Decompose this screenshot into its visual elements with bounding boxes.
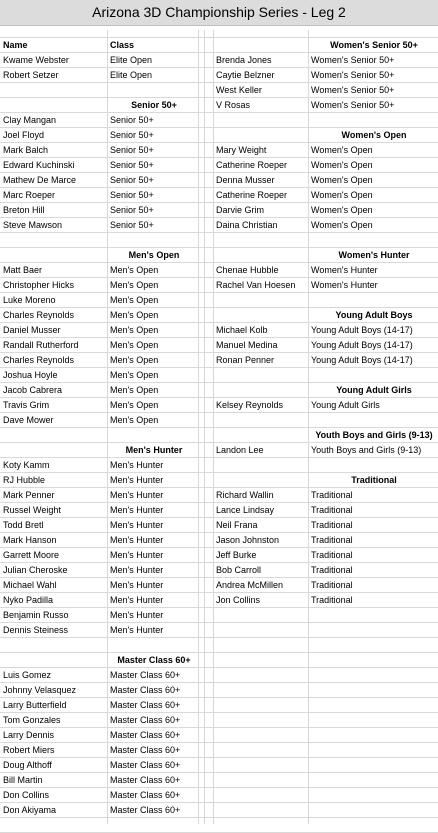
- participant-name: Julian Cheroske: [3, 565, 68, 575]
- participant-name: Robert Setzer: [3, 70, 59, 80]
- participant-name: Caytie Belzner: [216, 70, 275, 80]
- participant-name: Larry Dennis: [3, 730, 55, 740]
- participant-name: Richard Wallin: [216, 490, 274, 500]
- participant-name: RJ Hubble: [3, 475, 46, 485]
- participant-name: Edward Kuchinski: [3, 160, 75, 170]
- participant-class: Women's Senior 50+: [311, 85, 395, 95]
- participant-name: Dennis Steiness: [3, 625, 69, 635]
- participant-class: Master Class 60+: [110, 745, 181, 755]
- section-heading: Youth Boys and Girls (9-13): [315, 430, 433, 440]
- participant-name: Darvie Grim: [216, 205, 265, 215]
- participant-class: Men's Open: [110, 340, 159, 350]
- participant-class: Men's Open: [110, 265, 159, 275]
- participant-class: Elite Open: [110, 70, 153, 80]
- participant-name: Chenae Hubble: [216, 265, 279, 275]
- participant-class: Men's Open: [110, 385, 159, 395]
- participant-class: Women's Senior 50+: [311, 100, 395, 110]
- participant-name: Travis Grim: [3, 400, 50, 410]
- participant-class: Senior 50+: [110, 160, 154, 170]
- participant-name: Jon Collins: [216, 595, 261, 605]
- section-heading: Women's Hunter: [338, 250, 410, 260]
- header-name: Name: [3, 40, 28, 50]
- participant-name: Jacob Cabrera: [3, 385, 63, 395]
- participant-class: Men's Hunter: [110, 460, 164, 470]
- participant-class: Master Class 60+: [110, 670, 181, 680]
- participant-class: Traditional: [311, 490, 353, 500]
- participant-name: Nyko Padilla: [3, 595, 54, 605]
- participant-class: Women's Senior 50+: [311, 70, 395, 80]
- participant-class: Men's Hunter: [110, 565, 164, 575]
- participant-class: Men's Open: [110, 370, 159, 380]
- participant-class: Women's Open: [311, 145, 373, 155]
- participant-class: Women's Open: [311, 205, 373, 215]
- participant-class: Senior 50+: [110, 190, 154, 200]
- participant-class: Men's Open: [110, 310, 159, 320]
- participant-class: Master Class 60+: [110, 730, 181, 740]
- participant-name: Brenda Jones: [216, 55, 272, 65]
- participant-class: Senior 50+: [110, 175, 154, 185]
- participant-class: Master Class 60+: [110, 775, 181, 785]
- participant-class: Men's Open: [110, 325, 159, 335]
- participant-class: Traditional: [311, 580, 353, 590]
- participant-class: Senior 50+: [110, 220, 154, 230]
- participant-class: Men's Hunter: [110, 610, 164, 620]
- participant-name: Matt Baer: [3, 265, 43, 275]
- participant-name: Catherine Roeper: [216, 160, 288, 170]
- participant-name: West Keller: [216, 85, 262, 95]
- participant-name: Steve Mawson: [3, 220, 63, 230]
- participant-name: Don Akiyama: [3, 805, 57, 815]
- participant-name: Manuel Medina: [216, 340, 278, 350]
- participant-name: Jeff Burke: [216, 550, 257, 560]
- participant-name: Johnny Velasquez: [3, 685, 77, 695]
- participant-name: Joel Floyd: [3, 130, 45, 140]
- participant-name: Kwame Webster: [3, 55, 69, 65]
- participant-class: Master Class 60+: [110, 805, 181, 815]
- participant-class: Master Class 60+: [110, 700, 181, 710]
- participant-name: Michael Kolb: [216, 325, 268, 335]
- participant-class: Traditional: [311, 565, 353, 575]
- participant-name: Daniel Musser: [3, 325, 61, 335]
- participant-name: Mark Penner: [3, 490, 55, 500]
- participant-class: Men's Open: [110, 295, 159, 305]
- participant-class: Traditional: [311, 520, 353, 530]
- participant-name: Don Collins: [3, 790, 50, 800]
- participant-name: Charles Reynolds: [3, 310, 75, 320]
- column-gridline: [204, 30, 205, 824]
- participant-name: V Rosas: [216, 100, 251, 110]
- participant-class: Men's Hunter: [110, 490, 164, 500]
- sheet-title: Arizona 3D Championship Series - Leg 2: [0, 0, 438, 26]
- participant-name: Daina Christian: [216, 220, 278, 230]
- participant-name: Breton Hill: [3, 205, 45, 215]
- participant-class: Men's Hunter: [110, 535, 164, 545]
- participant-name: Luke Moreno: [3, 295, 56, 305]
- section-heading: Young Adult Girls: [336, 385, 412, 395]
- participant-name: Mathew De Marce: [3, 175, 77, 185]
- participant-name: Christopher Hicks: [3, 280, 75, 290]
- participant-class: Senior 50+: [110, 130, 154, 140]
- row-gridline: [0, 652, 438, 653]
- participant-class: Men's Hunter: [110, 520, 164, 530]
- participant-name: Garrett Moore: [3, 550, 60, 560]
- participant-name: Koty Kamm: [3, 460, 50, 470]
- participant-class: Men's Hunter: [110, 505, 164, 515]
- participant-class: Traditional: [311, 550, 353, 560]
- participant-class: Women's Open: [311, 220, 373, 230]
- participant-class: Men's Open: [110, 355, 159, 365]
- participant-name: Clay Mangan: [3, 115, 57, 125]
- participant-name: Neil Frana: [216, 520, 258, 530]
- participant-class: Master Class 60+: [110, 715, 181, 725]
- participant-class: Men's Hunter: [110, 550, 164, 560]
- participant-name: Benjamin Russo: [3, 610, 69, 620]
- participant-class: Youth Boys and Girls (9-13): [311, 445, 422, 455]
- participant-name: Todd Bretl: [3, 520, 44, 530]
- section-heading: Senior 50+: [131, 100, 177, 110]
- participant-name: Bob Carroll: [216, 565, 262, 575]
- participant-name: Luis Gomez: [3, 670, 52, 680]
- section-heading: Master Class 60+: [117, 655, 191, 665]
- participant-name: Ronan Penner: [216, 355, 275, 365]
- participant-class: Young Adult Boys (14-17): [311, 355, 413, 365]
- participant-name: Dave Mower: [3, 415, 54, 425]
- participant-name: Andrea McMillen: [216, 580, 284, 590]
- participant-name: Catherine Roeper: [216, 190, 288, 200]
- participant-name: Marc Roeper: [3, 190, 56, 200]
- participant-name: Charles Reynolds: [3, 355, 75, 365]
- participant-class: Men's Open: [110, 280, 159, 290]
- participant-name: Joshua Hoyle: [3, 370, 58, 380]
- section-heading: Young Adult Boys: [335, 310, 413, 320]
- participant-class: Traditional: [311, 535, 353, 545]
- participant-class: Women's Open: [311, 190, 373, 200]
- participant-class: Young Adult Boys (14-17): [311, 340, 413, 350]
- section-heading: Men's Open: [128, 250, 180, 260]
- participant-name: Mark Hanson: [3, 535, 57, 545]
- participant-name: Robert Miers: [3, 745, 55, 755]
- participant-class: Young Adult Girls: [311, 400, 380, 410]
- participant-class: Master Class 60+: [110, 790, 181, 800]
- participant-class: Senior 50+: [110, 145, 154, 155]
- participant-name: Tom Gonzales: [3, 715, 61, 725]
- header-class: Class: [110, 40, 135, 50]
- participant-name: Russel Weight: [3, 505, 61, 515]
- participant-class: Traditional: [311, 505, 353, 515]
- section-heading: Men's Hunter: [125, 445, 183, 455]
- participant-name: Lance Lindsay: [216, 505, 275, 515]
- section-heading: Women's Open: [341, 130, 407, 140]
- participant-class: Master Class 60+: [110, 685, 181, 695]
- participant-name: Doug Althoff: [3, 760, 52, 770]
- participant-name: Randall Rutherford: [3, 340, 79, 350]
- participant-class: Men's Open: [110, 415, 159, 425]
- participant-class: Men's Hunter: [110, 625, 164, 635]
- participant-class: Senior 50+: [110, 115, 154, 125]
- section-heading: Traditional: [351, 475, 397, 485]
- section-heading: Women's Senior 50+: [330, 40, 418, 50]
- participant-class: Women's Hunter: [311, 265, 378, 275]
- participant-class: Women's Open: [311, 175, 373, 185]
- participant-class: Men's Open: [110, 400, 159, 410]
- participant-name: Larry Butterfield: [3, 700, 67, 710]
- participant-name: Bill Martin: [3, 775, 43, 785]
- participant-class: Elite Open: [110, 55, 153, 65]
- participant-class: Men's Hunter: [110, 475, 164, 485]
- participant-class: Women's Hunter: [311, 280, 378, 290]
- participant-class: Traditional: [311, 595, 353, 605]
- participant-class: Women's Open: [311, 160, 373, 170]
- participant-name: Michael Wahl: [3, 580, 57, 590]
- participant-class: Women's Senior 50+: [311, 55, 395, 65]
- participant-name: Jason Johnston: [216, 535, 280, 545]
- column-gridline: [213, 30, 214, 824]
- participant-class: Master Class 60+: [110, 760, 181, 770]
- participant-class: Men's Hunter: [110, 595, 164, 605]
- participant-class: Young Adult Boys (14-17): [311, 325, 413, 335]
- participant-name: Mary Weight: [216, 145, 267, 155]
- participant-name: Mark Balch: [3, 145, 49, 155]
- participant-name: Rachel Van Hoesen: [216, 280, 296, 290]
- column-gridline: [107, 30, 108, 824]
- participant-name: Kelsey Reynolds: [216, 400, 284, 410]
- participant-class: Men's Hunter: [110, 580, 164, 590]
- participant-name: Landon Lee: [216, 445, 264, 455]
- participant-name: Denna Musser: [216, 175, 275, 185]
- participant-class: Senior 50+: [110, 205, 154, 215]
